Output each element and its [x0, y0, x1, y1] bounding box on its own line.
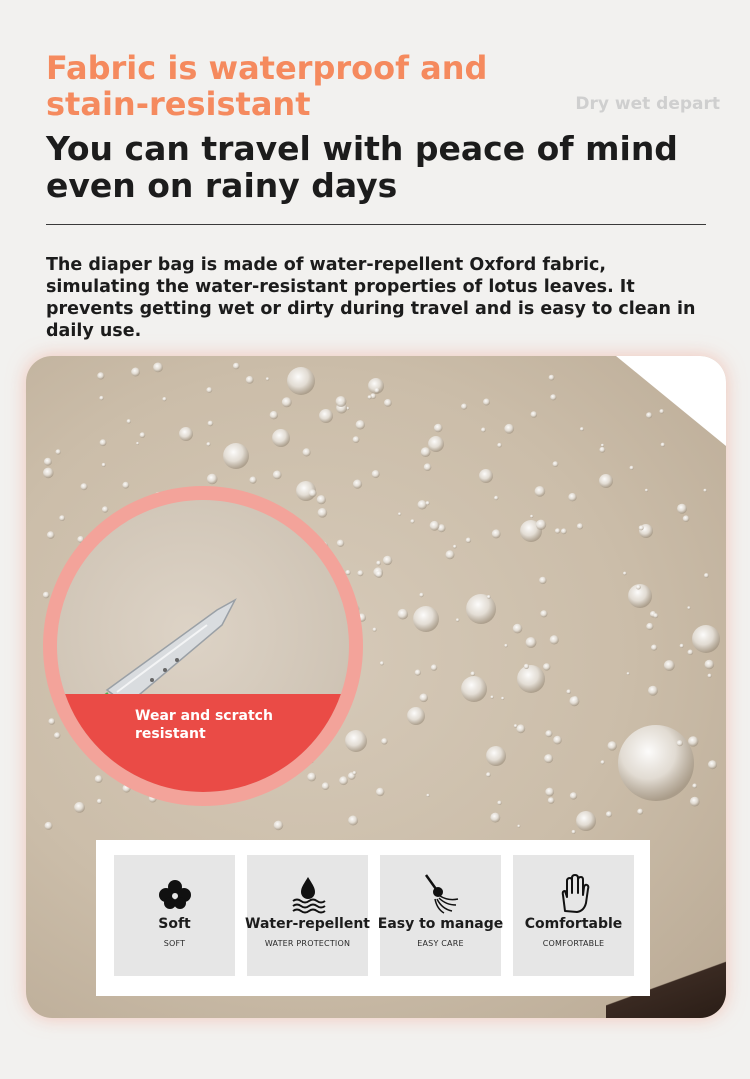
water-droplet [140, 432, 146, 438]
water-droplet [636, 585, 641, 590]
water-droplet [122, 482, 129, 489]
water-droplet [74, 802, 85, 813]
water-droplet [303, 448, 311, 456]
water-droplet [426, 501, 430, 505]
water-droplet [373, 628, 377, 632]
water-droplet [319, 409, 333, 423]
water-droplet [648, 686, 658, 696]
water-droplet [353, 771, 357, 775]
water-droplet [376, 788, 384, 796]
water-droplet [708, 674, 712, 678]
water-droplet [677, 504, 687, 514]
water-droplet [434, 424, 443, 433]
water-droplet [336, 396, 347, 407]
water-droplet [539, 577, 546, 584]
water-droplet [561, 528, 567, 534]
water-droplet [426, 794, 429, 797]
water-droplet [651, 645, 657, 651]
feature-title: Comfortable [524, 916, 623, 932]
scratch-inset [43, 486, 363, 806]
water-droplet [704, 573, 709, 578]
water-droplet [481, 428, 486, 433]
water-droplet [491, 696, 494, 699]
water-droplet [431, 664, 437, 670]
water-droplet [680, 644, 684, 648]
water-droplet [153, 363, 163, 373]
water-droplet [630, 466, 634, 470]
headline-orange: Fabric is waterproof and stain-resistant [46, 49, 488, 123]
water-droplet [501, 697, 504, 700]
water-droplet [703, 489, 706, 492]
water-droplet [568, 493, 576, 501]
water-droplet [207, 474, 218, 485]
water-droplet [535, 486, 546, 497]
water-droplet [45, 822, 53, 830]
water-droplet [517, 825, 520, 828]
water-droplet [453, 545, 457, 549]
water-droplet [471, 672, 476, 677]
feature-soft [114, 855, 235, 976]
water-droplet [461, 404, 467, 410]
water-droplet [540, 610, 547, 617]
water-droplet [569, 696, 579, 706]
water-droplet [486, 746, 506, 766]
water-droplet [664, 660, 675, 671]
water-droplet [381, 738, 387, 744]
brush-icon [420, 873, 462, 915]
water-droplet [504, 644, 507, 647]
water-droplet [272, 429, 290, 447]
feature-subtitle: WATER PROTECTION [264, 939, 351, 948]
water-droplet [56, 449, 61, 454]
water-droplet [415, 670, 421, 676]
water-droplet [566, 689, 571, 694]
water-droplet [479, 469, 493, 483]
feature-easy-to-manage [377, 855, 504, 976]
water-droplet [530, 515, 533, 518]
water-droplet [490, 813, 500, 823]
water-droplet [384, 399, 392, 407]
water-droplet [544, 754, 553, 763]
water-droplet [646, 623, 653, 630]
tagline: Dry wet depart [575, 94, 720, 114]
water-droplet [421, 447, 431, 457]
water-droplet [419, 694, 428, 703]
water-droplet [570, 792, 577, 799]
water-droplet [497, 801, 501, 805]
water-droplet [550, 635, 559, 644]
water-droplet [375, 571, 382, 578]
water-droplet [223, 443, 249, 469]
feature-title: Easy to manage [377, 916, 504, 932]
water-droplet [618, 725, 694, 801]
water-droplet [524, 664, 529, 669]
water-droplet [504, 424, 514, 434]
water-droplet [398, 512, 401, 515]
water-droplet [418, 500, 427, 509]
water-droplet [627, 672, 630, 675]
water-droplet [690, 797, 700, 807]
water-droplet [461, 676, 487, 702]
water-droplet [543, 663, 550, 670]
water-droplet [131, 368, 140, 377]
water-droplet [81, 483, 88, 490]
water-droplet [47, 531, 55, 539]
water-droplet [407, 707, 425, 725]
water-droplet [48, 718, 55, 725]
water-droplet [456, 618, 459, 621]
water-droplet [645, 489, 648, 492]
water-droplet [380, 661, 384, 665]
water-droplet [162, 397, 166, 401]
water-droplet [705, 660, 715, 670]
water-droplet [599, 474, 613, 488]
water-droplet [273, 471, 282, 480]
water-droplet [233, 363, 240, 370]
water-droplet [266, 377, 269, 380]
headline-black: You can travel with peace of mind even on rainy days [46, 129, 678, 205]
water-droplet [637, 809, 643, 815]
inset-label: Wear and scratch resistant [135, 708, 273, 742]
water-droplet [127, 419, 131, 423]
water-droplet [692, 784, 697, 789]
feature-title: Soft [158, 916, 191, 932]
water-droplet [553, 736, 562, 745]
water-droplet [383, 556, 392, 565]
water-droplet [580, 427, 584, 431]
feature-comfortable [513, 855, 634, 976]
water-droplet [545, 730, 552, 737]
water-droplet [576, 811, 596, 831]
water-droplet [206, 442, 210, 446]
water-droplet [513, 624, 523, 634]
water-droplet [179, 427, 193, 441]
water-droplet [688, 736, 698, 746]
feature-water-repellent [247, 855, 368, 976]
water-droplet [353, 480, 362, 489]
water-droplet [102, 463, 106, 467]
water-droplet [136, 442, 139, 445]
water-droplet [206, 387, 212, 393]
water-droplet [486, 772, 491, 777]
water-droplet [553, 461, 559, 467]
water-droplet [548, 797, 555, 804]
water-droplet [368, 395, 372, 399]
water-droplet [97, 799, 102, 804]
water-droplet [372, 470, 380, 478]
water-droplet [550, 394, 556, 400]
water-droplet [526, 637, 537, 648]
water-droplet [466, 594, 496, 624]
description-text: The diaper bag is made of water-repellent Oxford fabric, simulating the water-resistant properties of lotus leaves. It prevents getting wet or dirty during travel and is easy to clean in daily use. [46, 255, 696, 341]
water-droplet [309, 489, 317, 497]
water-droplet [608, 741, 617, 750]
water-droplet [430, 521, 440, 531]
water-droplet [555, 528, 560, 533]
water-droplet [677, 740, 683, 746]
feature-subtitle: COMFORTABLE [542, 939, 605, 948]
water-droplet [282, 397, 292, 407]
water-droplet [43, 468, 54, 479]
water-droplet [483, 399, 490, 406]
water-droplet [348, 816, 358, 826]
water-drop-icon [287, 873, 329, 915]
water-droplet [599, 447, 605, 453]
water-droplet [249, 477, 256, 484]
water-droplet [44, 458, 52, 466]
water-droplet [419, 593, 423, 597]
feature-subtitle: SOFT [163, 939, 186, 948]
cotton-icon [154, 873, 196, 915]
water-droplet [43, 592, 50, 599]
water-droplet [246, 376, 254, 384]
water-droplet [687, 606, 690, 609]
water-droplet [577, 523, 583, 529]
water-droplet [601, 760, 605, 764]
water-droplet [353, 436, 360, 443]
water-droplet [623, 572, 627, 576]
water-droplet [413, 606, 439, 632]
divider [46, 224, 706, 225]
water-droplet [516, 724, 525, 733]
water-droplet [270, 411, 278, 419]
water-droplet [688, 650, 694, 656]
water-droplet [208, 421, 214, 427]
water-droplet [356, 420, 365, 429]
water-droplet [99, 396, 103, 400]
water-droplet [376, 561, 381, 566]
water-droplet [549, 375, 555, 381]
water-droplet [683, 515, 690, 522]
water-droplet [497, 443, 502, 448]
water-droplet [446, 550, 455, 559]
water-droplet [494, 496, 498, 500]
water-droplet [492, 529, 501, 538]
water-droplet [545, 788, 554, 797]
hand-icon [553, 873, 595, 915]
water-droplet [487, 595, 491, 599]
water-droplet [517, 665, 545, 693]
water-droplet [639, 525, 644, 530]
water-droplet [357, 570, 363, 576]
water-droplet [653, 613, 658, 618]
water-droplet [601, 444, 604, 447]
water-droplet [692, 625, 720, 653]
water-droplet [606, 811, 612, 817]
water-droplet [274, 821, 284, 831]
water-droplet [536, 520, 546, 530]
water-droplet [374, 388, 379, 393]
feature-title: Water-repellent [245, 916, 370, 932]
water-droplet [708, 760, 717, 769]
water-droplet [410, 519, 414, 523]
water-droplet [398, 609, 409, 620]
water-droplet [97, 372, 104, 379]
water-droplet [287, 367, 315, 395]
water-droplet [466, 538, 471, 543]
water-droplet [428, 436, 444, 452]
features-panel [96, 840, 650, 996]
bag-edge [616, 356, 726, 446]
water-droplet [531, 411, 538, 418]
water-droplet [100, 439, 107, 446]
feature-subtitle: EASY CARE [417, 939, 464, 948]
water-droplet [572, 830, 576, 834]
water-droplet [424, 463, 432, 471]
